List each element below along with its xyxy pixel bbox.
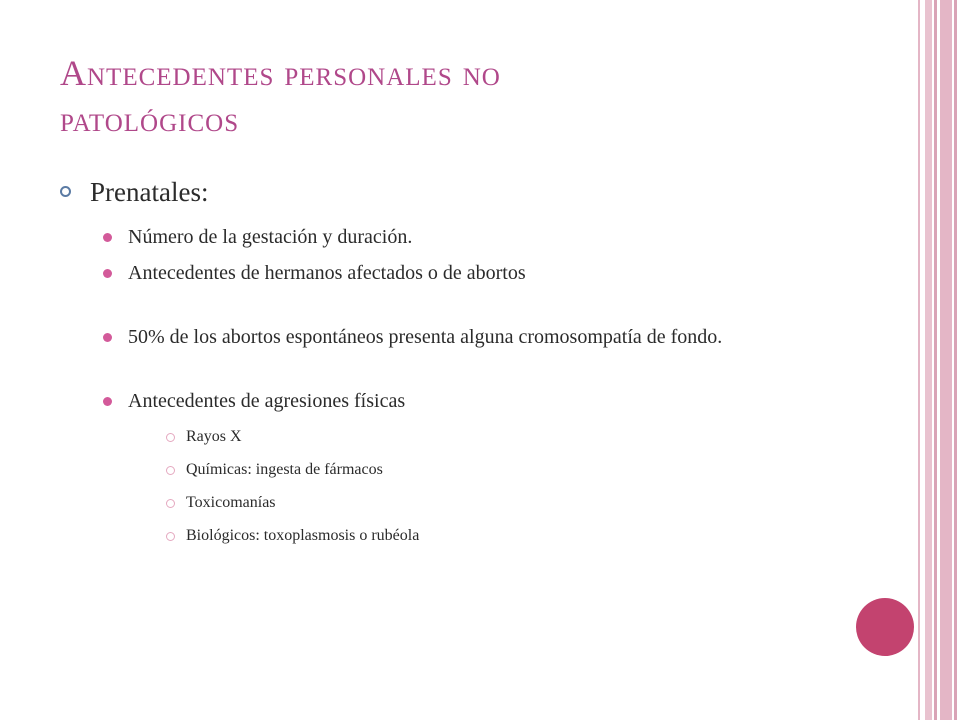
slide-content xyxy=(60,172,890,558)
dot-bullet-icon xyxy=(103,269,112,278)
spacer xyxy=(60,294,890,322)
decorative-rail xyxy=(925,0,932,720)
sub-list-item-text: Químicas: ingesta de fármacos xyxy=(186,461,383,478)
decorative-rail xyxy=(954,0,957,720)
sub-list-item-text: Rayos X xyxy=(186,428,242,445)
bullet-heading xyxy=(60,172,890,212)
list-item-text: Antecedentes de hermanos afectados o de abortos xyxy=(128,262,526,284)
dot-bullet-icon xyxy=(103,333,112,342)
small-ring-bullet-icon xyxy=(166,466,175,475)
heading-text: Prenatales: xyxy=(90,177,209,207)
sub-list-item xyxy=(60,426,890,448)
list-item-text: 50% de los abortos espontáneos presenta alguna cromosompatía de fondo. xyxy=(128,326,723,348)
sub-list-item xyxy=(60,459,890,481)
dot-bullet-icon xyxy=(103,233,112,242)
sub-list-item-text: Biológicos: toxoplasmosis o rubéola xyxy=(186,527,420,544)
list-item-text: Antecedentes de agresiones físicas xyxy=(128,390,406,412)
accent-circle xyxy=(856,598,914,656)
list-item xyxy=(60,222,890,252)
small-ring-bullet-icon xyxy=(166,532,175,541)
list-item xyxy=(60,258,890,288)
list-item-text: Número de la gestación y duración. xyxy=(128,226,413,248)
slide-title xyxy=(60,50,880,142)
sub-list-item xyxy=(60,492,890,514)
decorative-rail xyxy=(934,0,937,720)
decorative-rail xyxy=(918,0,920,720)
small-ring-bullet-icon xyxy=(166,433,175,442)
sub-list-item xyxy=(60,525,890,547)
list-item xyxy=(60,322,728,352)
dot-bullet-icon xyxy=(103,397,112,406)
slide-title-line-2: patológicos xyxy=(60,99,240,139)
slide-title-line-1: Antecedentes personales no xyxy=(60,53,501,93)
decorative-rail xyxy=(940,0,952,720)
spacer xyxy=(60,358,890,386)
list-item xyxy=(60,386,890,416)
sub-list-item-text: Toxicomanías xyxy=(186,494,276,511)
small-ring-bullet-icon xyxy=(166,499,175,508)
ring-bullet-icon xyxy=(60,186,71,197)
